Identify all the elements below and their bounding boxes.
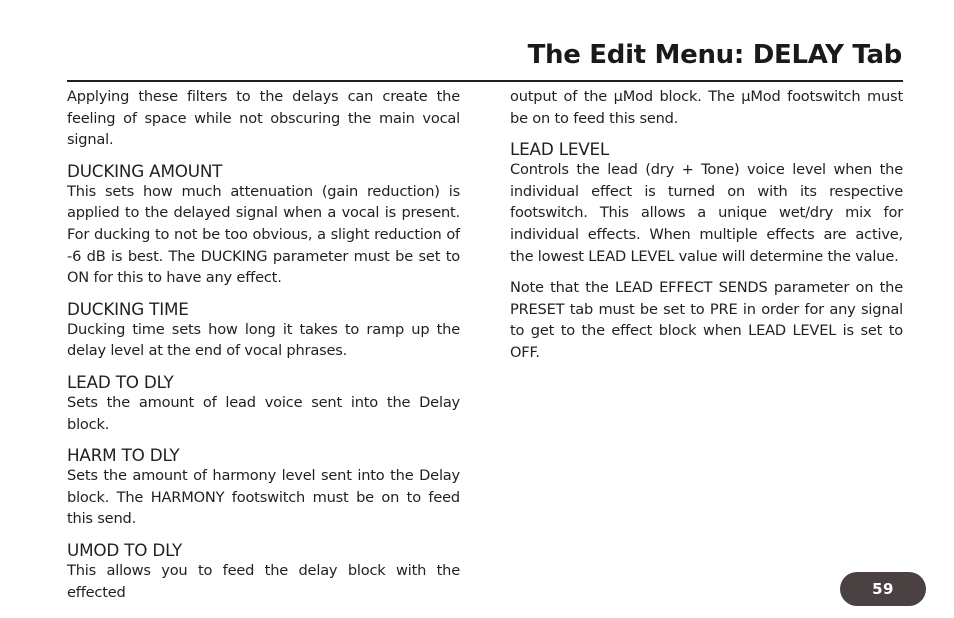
section-body: Controls the lead (dry + Tone) voice level when the individual effect is turned on with its respective footswitch. This allows a unique wet/dry mix for individual effects. When multiple effects are active, the lowest LEAD LEVEL value will determine the value. <box>510 161 903 265</box>
section-heading: HARM TO DLY <box>67 445 180 466</box>
right-column <box>510 86 903 364</box>
section-harm-to-dly <box>67 445 460 530</box>
section-body: Sets the amount of lead voice sent into the Delay block. <box>67 393 460 433</box>
section-lead-to-dly <box>67 372 460 435</box>
section-ducking-time <box>67 299 460 362</box>
section-heading: LEAD TO DLY <box>67 371 174 392</box>
section-lead-level <box>510 139 903 267</box>
section-umod-to-dly <box>67 540 460 603</box>
left-column <box>67 86 460 603</box>
section-heading: UMOD TO DLY <box>67 539 183 560</box>
page-number-badge: 59 <box>840 572 926 606</box>
section-heading: DUCKING AMOUNT <box>67 160 223 181</box>
header-rule <box>67 80 903 82</box>
section-heading: LEAD LEVEL <box>510 139 610 160</box>
continuation-paragraph: output of the μMod block. The μMod footswitch must be on to feed this send. <box>510 88 903 127</box>
section-body: Sets the amount of harmony level sent into the Delay block. The HARMONY footswitch must be on to feed this send. <box>67 467 460 528</box>
section-heading: DUCKING TIME <box>67 298 189 319</box>
section-body: This sets how much attenuation (gain reduction) is applied to the delayed signal when a vocal is present. For ducking to not be too obvious, a slight reduction of -6 dB is best. The DUCKING parameter must be set to ON for this to have any effect. <box>67 182 460 287</box>
note-paragraph: Note that the LEAD EFFECT SENDS parameter on the PRESET tab must be set to PRE in order for any signal to get to the effect block when LEAD LEVEL is set to OFF. <box>510 279 903 361</box>
intro-paragraph: Applying these filters to the delays can create the feeling of space while not obscuring the main vocal signal. <box>67 88 460 149</box>
section-ducking-amount <box>67 161 460 289</box>
section-body: This allows you to feed the delay block with the effected <box>67 561 460 601</box>
page-title: The Edit Menu: DELAY Tab <box>527 40 902 70</box>
section-body: Ducking time sets how long it takes to ramp up the delay level at the end of vocal phrases. <box>67 320 460 360</box>
